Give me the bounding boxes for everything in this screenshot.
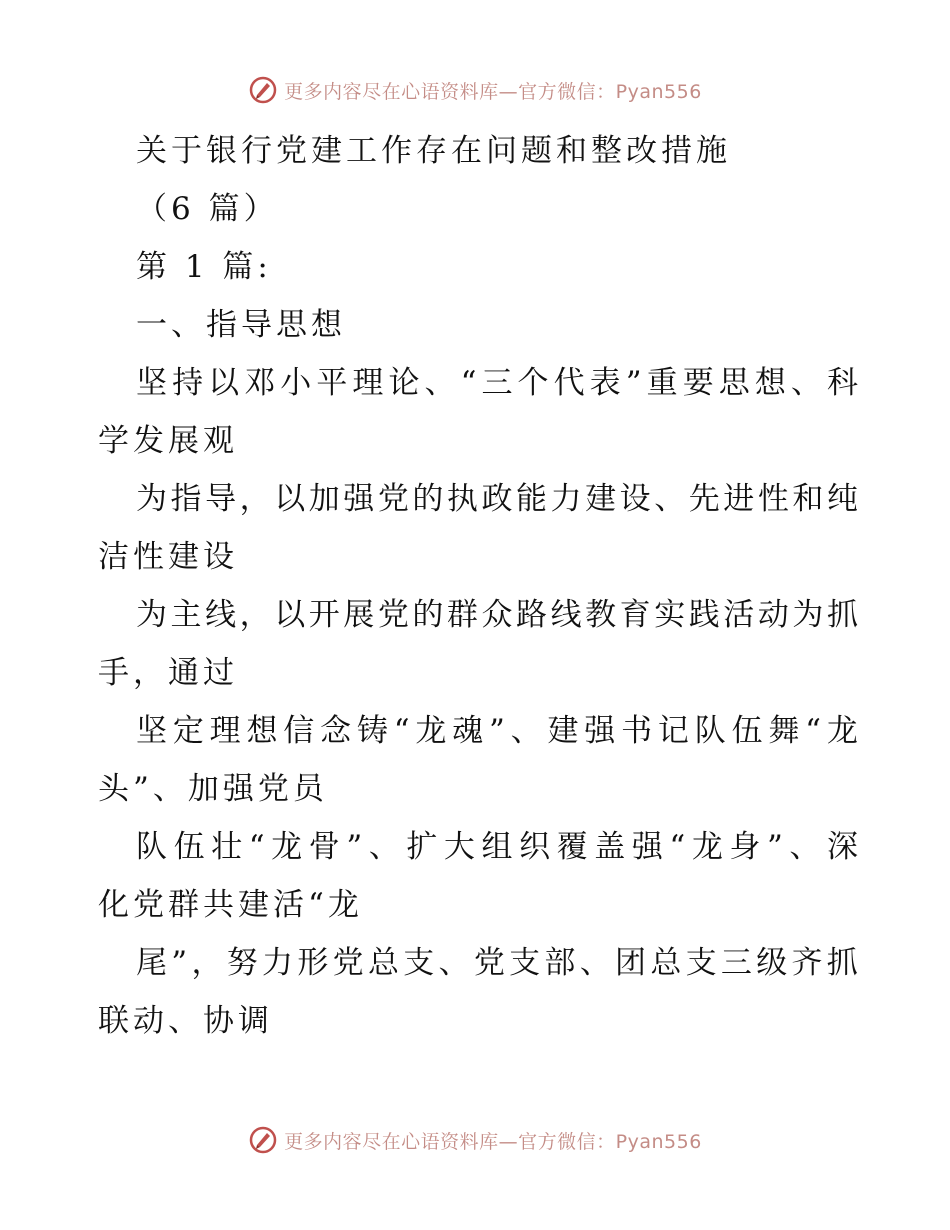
watermark-text: 更多内容尽在心语资料库—官方微信：Pyan556	[284, 80, 702, 103]
text-char: 组	[481, 829, 513, 865]
footer-watermark	[0, 1120, 950, 1160]
text-char: 三	[720, 945, 752, 981]
text-char: 邓	[244, 365, 276, 401]
text-char: 的	[412, 597, 444, 633]
text-char: ”	[488, 713, 505, 749]
document-subtitle: （6 篇）	[136, 191, 279, 227]
text-char: 科	[826, 365, 858, 401]
text-char: 、	[438, 945, 470, 981]
text-char: “	[669, 829, 686, 865]
paragraph-line: 手，通过	[98, 655, 238, 691]
text-char: 想	[754, 365, 786, 401]
text-char: 持	[172, 365, 204, 401]
text-char: “	[805, 713, 822, 749]
text-char: 表	[589, 365, 621, 401]
text-char: 进	[723, 481, 755, 517]
text-char: 大	[443, 829, 475, 865]
text-char: 以	[208, 365, 240, 401]
text-char: 努	[226, 945, 258, 981]
text-char: ，	[239, 481, 271, 517]
text-char: “	[393, 713, 410, 749]
text-char: ”	[766, 829, 783, 865]
text-char: 抓	[826, 945, 858, 981]
text-char: 龙	[415, 713, 447, 749]
paragraph-line	[98, 586, 858, 644]
text-char: 级	[756, 945, 788, 981]
text-char: 党	[377, 481, 409, 517]
text-char: 队	[136, 829, 167, 865]
text-char: 建	[547, 713, 579, 749]
text-char: 小	[280, 365, 312, 401]
text-char: 伍	[173, 829, 205, 865]
text-char: 论	[388, 365, 420, 401]
logo-icon	[248, 1125, 278, 1155]
text-char: 书	[621, 713, 653, 749]
chapter-heading: 第 1 篇:	[136, 249, 272, 285]
text-char: 总	[650, 945, 682, 981]
text-char: 、	[579, 945, 611, 981]
text-char: 支	[685, 945, 717, 981]
paragraph-line	[98, 818, 858, 876]
text-char: 群	[446, 597, 478, 633]
text-char: 纯	[826, 481, 858, 517]
text-char: “	[460, 365, 477, 401]
paragraph-line: 化党群共建活“龙	[98, 887, 363, 923]
text-char: 力	[262, 945, 294, 981]
text-char: 、	[654, 481, 686, 517]
text-char: 扩	[406, 829, 438, 865]
text-char: 以	[274, 481, 306, 517]
text-char: 抓	[826, 597, 858, 633]
text-char: 、	[790, 365, 822, 401]
text-char: 覆	[556, 829, 588, 865]
text-char: 龙	[691, 829, 723, 865]
text-char: 支	[509, 945, 541, 981]
document-body	[98, 122, 858, 1050]
text-char: 三	[481, 365, 513, 401]
text-char: 念	[320, 713, 352, 749]
text-char: 代	[553, 365, 585, 401]
text-char: 团	[615, 945, 647, 981]
paragraph-line	[98, 702, 858, 760]
text-char: 践	[688, 597, 720, 633]
text-char: 加	[308, 481, 340, 517]
text-char: 思	[718, 365, 750, 401]
text-char: 为	[792, 597, 824, 633]
text-char: 理	[352, 365, 384, 401]
paragraph-line	[98, 470, 858, 528]
text-char: 力	[550, 481, 582, 517]
text-char: 、	[789, 829, 821, 865]
paragraph-line	[98, 934, 858, 992]
text-char: 身	[729, 829, 761, 865]
text-char: 动	[757, 597, 789, 633]
paragraph-line: 联动、协调	[98, 1003, 273, 1039]
text-char: 的	[412, 481, 444, 517]
text-char: 以	[274, 597, 306, 633]
document-title: 关于银行党建工作存在问题和整改措施	[136, 133, 731, 169]
text-char: 总	[367, 945, 399, 981]
text-char: 能	[516, 481, 548, 517]
watermark-text: 更多内容尽在心语资料库—官方微信：Pyan556	[284, 1130, 702, 1153]
text-char: 理	[209, 713, 241, 749]
text-char: 强	[584, 713, 616, 749]
text-char: 定	[172, 713, 204, 749]
text-char: 线	[550, 597, 582, 633]
text-char: 先	[688, 481, 720, 517]
text-char: 织	[519, 829, 551, 865]
text-char: 、	[424, 365, 456, 401]
text-char: “	[248, 829, 265, 865]
text-char: 党	[473, 945, 505, 981]
text-char: 性	[757, 481, 789, 517]
text-char: 盖	[594, 829, 626, 865]
text-char: 信	[283, 713, 315, 749]
text-char: 展	[343, 597, 375, 633]
text-char: 重	[646, 365, 678, 401]
text-char: 舞	[768, 713, 800, 749]
text-char: ，	[239, 597, 271, 633]
text-char: 众	[481, 597, 513, 633]
header-watermark	[0, 70, 950, 110]
paragraph-line: 学发展观	[98, 423, 238, 459]
text-char: 指	[170, 481, 202, 517]
text-char: 队	[694, 713, 726, 749]
text-char: 魂	[452, 713, 484, 749]
paragraph-line	[98, 354, 858, 412]
text-char: 党	[332, 945, 364, 981]
text-char: 坚	[136, 713, 167, 749]
text-char: ，	[191, 945, 223, 981]
text-char: 龙	[271, 829, 303, 865]
text-char: ”	[346, 829, 363, 865]
paragraph-line: 头”、加强党员	[98, 771, 328, 807]
text-char: 壮	[211, 829, 243, 865]
text-char: 骨	[308, 829, 340, 865]
text-char: 党	[377, 597, 409, 633]
text-char: 设	[619, 481, 651, 517]
text-char: 、	[368, 829, 400, 865]
text-char: 开	[308, 597, 340, 633]
text-char: 平	[316, 365, 348, 401]
text-char: 强	[631, 829, 663, 865]
text-char: 、	[510, 713, 542, 749]
text-char: 部	[544, 945, 576, 981]
logo-icon	[248, 75, 278, 105]
text-char: 铸	[356, 713, 388, 749]
text-char: 支	[403, 945, 435, 981]
text-char: 伍	[731, 713, 763, 749]
text-char: 为	[136, 597, 167, 633]
text-char: 执	[446, 481, 478, 517]
text-char: 想	[246, 713, 278, 749]
text-char: 建	[585, 481, 617, 517]
text-char: 教	[585, 597, 617, 633]
text-char: 和	[792, 481, 824, 517]
text-char: 导	[205, 481, 237, 517]
text-char: 政	[481, 481, 513, 517]
text-char: ”	[171, 945, 188, 981]
paragraph-line: 洁性建设	[98, 539, 238, 575]
text-char: 个	[517, 365, 549, 401]
text-char: 实	[654, 597, 686, 633]
text-char: 为	[136, 481, 167, 517]
text-char: 记	[657, 713, 689, 749]
text-char: 深	[827, 829, 858, 865]
text-char: 活	[723, 597, 755, 633]
text-char: 形	[297, 945, 329, 981]
text-char: 要	[682, 365, 714, 401]
text-char: 育	[619, 597, 651, 633]
text-char: 强	[343, 481, 375, 517]
text-char: 尾	[136, 945, 167, 981]
text-char: 齐	[791, 945, 823, 981]
text-char: 线	[205, 597, 237, 633]
text-char: 龙	[826, 713, 858, 749]
text-char: ”	[625, 365, 642, 401]
text-char: 路	[516, 597, 548, 633]
section-heading: 一、指导思想	[136, 307, 346, 343]
text-char: 主	[170, 597, 202, 633]
text-char: 坚	[136, 365, 167, 401]
